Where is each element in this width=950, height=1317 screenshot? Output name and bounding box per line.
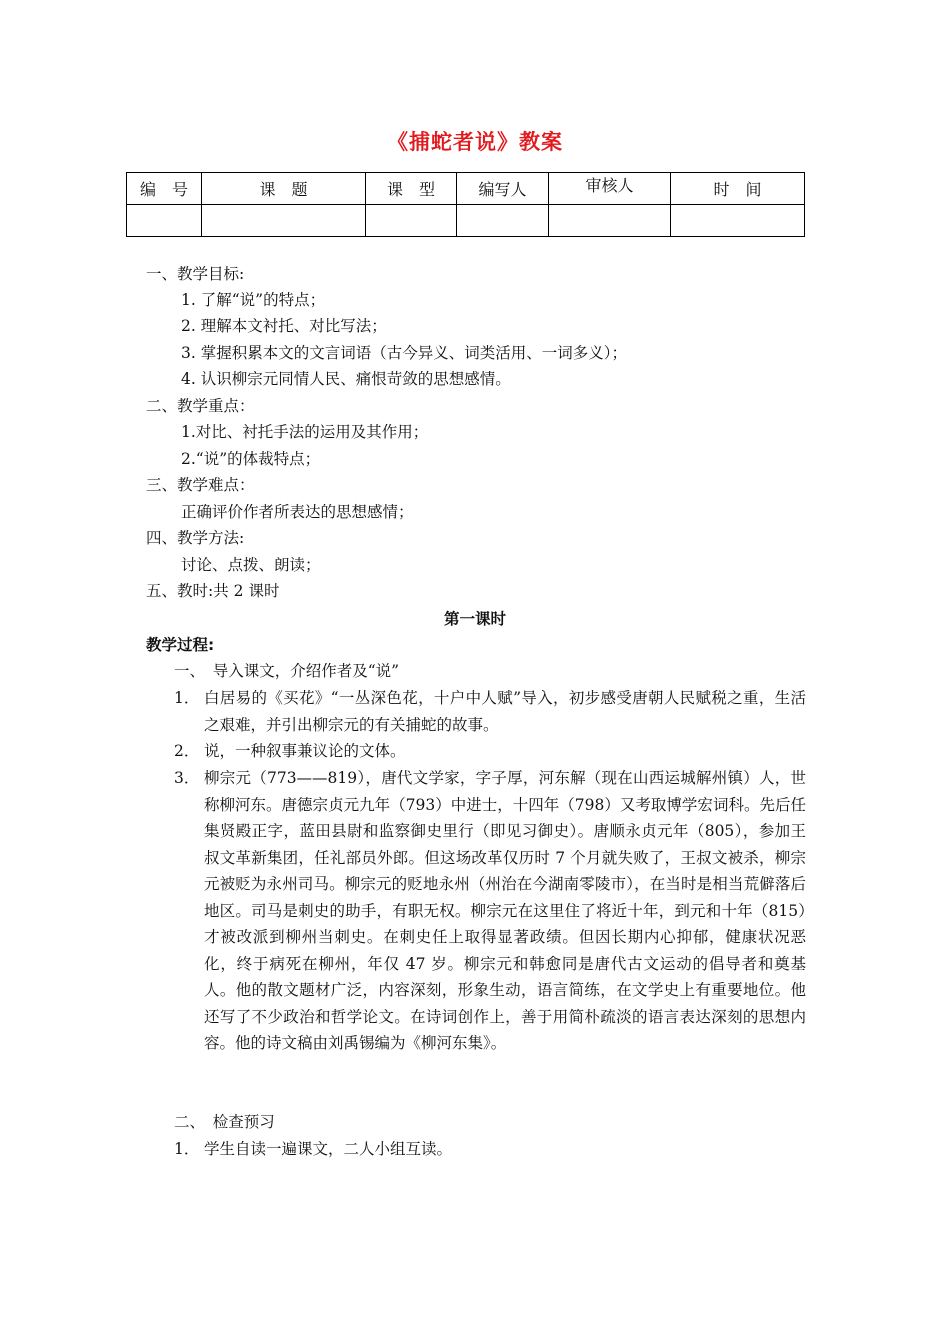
key-point-item: 2.“说”的体裁特点；: [181, 450, 321, 468]
key-point-item: 1.对比、衬托手法的运用及其作用；: [181, 423, 429, 441]
header-type: 课 型: [386, 180, 435, 199]
process-label: 教学过程:: [146, 636, 215, 654]
table-value-cell: [671, 205, 805, 237]
table-value-cell: [127, 205, 202, 237]
list-item-text: 学生自读一遍课文，二人小组互读。: [204, 1140, 453, 1158]
objective-item: 1. 了解“说”的特点；: [181, 291, 326, 309]
table-header-cell: [366, 173, 457, 205]
header-writer: 编写人: [478, 180, 527, 199]
table-header-cell: [202, 173, 366, 205]
info-table-value-row: [127, 205, 805, 237]
section-heading-hours: 五、教时:共 2 课时: [146, 582, 280, 600]
methods-text: 讨论、点拨、朗读；: [181, 556, 321, 574]
table-header-cell: [671, 173, 805, 205]
header-reviewer: 审核人: [585, 176, 634, 195]
table-value-cell: [202, 205, 366, 237]
list-item-text: 说，一种叙事兼议论的文体。: [204, 742, 406, 760]
section-heading-key-points: 二、教学重点：: [146, 397, 255, 415]
info-table-header-row: [127, 173, 805, 205]
table-value-cell: [366, 205, 457, 237]
list-number: 1．: [174, 1140, 200, 1158]
document-title: 《捕蛇者说》教案: [387, 130, 563, 154]
lesson-heading: 第一课时: [443, 610, 506, 628]
list-number: 2．: [174, 742, 200, 760]
header-time: 时 间: [713, 180, 762, 199]
objective-item: 3. 掌握积累本文的文言词语（古今异义、词类活用、一词多义）；: [181, 344, 627, 362]
section-heading-methods: 四、教学方法:: [146, 529, 245, 547]
section-heading-objectives: 一、教学目标:: [146, 265, 245, 283]
table-header-cell: [127, 173, 202, 205]
table-header-cell: [549, 173, 671, 205]
objective-item: 4. 认识柳宗元同情人民、痛恨苛敛的思想感情。: [181, 370, 511, 388]
table-value-cell: [457, 205, 549, 237]
list-item-text: 柳宗元（773——819），唐代文学家，字子厚，河东解（现在山西运城解州镇）人，世称柳河东。唐德宗贞元九年（793）中进士，十四年（798）又考取博学宏词科。先后任集贤殿正字，蓝田县尉和监察御史里行（即见习御史）。唐顺永贞元年（805），参加王叔文革新集团，任礼部员外郎。但这场改革仅历时 7 个月就失败了，王叔文被杀，柳宗元被贬为永州司马。柳宗元的贬地永州（州治在今湖南零陵市），在当时是相当荒僻落后地区。司马是刺史的助手，有职无权。柳宗元在这里住了将近十年，到元和十年（815）才被改派到柳州当刺史。在刺史任上取得显著政绩。但因长期内心抑郁，健康状况恶化，终于病死在柳州，年仅 47 岁。柳宗元和韩愈同是唐代古文运动的倡导者和奠基人。他的散文题材广泛，内容深刻，形象生动，语言简练，在文学史上有重要地位。他还写了不少政治和哲学论文。在诗词创作上，善于用简朴疏淡的语言表达深刻的思想内容。他的诗文稿由刘禹锡编为《柳河东集》。: [204, 769, 806, 1052]
list-number: 3．: [174, 769, 200, 787]
objective-item: 2. 理解本文衬托、对比写法；: [181, 317, 387, 335]
table-value-cell: [549, 205, 671, 237]
part-heading: 二、 检查预习: [174, 1113, 275, 1131]
header-topic: 课 题: [259, 180, 308, 199]
difficulty-text: 正确评价作者所表达的思想感情；: [181, 503, 414, 521]
part-heading: 一、 导入课文，介绍作者及“说”: [174, 662, 400, 680]
list-number: 1．: [174, 689, 200, 707]
info-table: [126, 172, 805, 237]
header-number: 编 号: [139, 180, 188, 199]
section-heading-difficulties: 三、教学难点：: [146, 476, 255, 494]
list-item-text: 白居易的《买花》“一丛深色花，十户中人赋”导入，初步感受唐朝人民赋税之重，生活之艰难，并引出柳宗元的有关捕蛇的故事。: [204, 689, 806, 734]
table-header-cell: [457, 173, 549, 205]
